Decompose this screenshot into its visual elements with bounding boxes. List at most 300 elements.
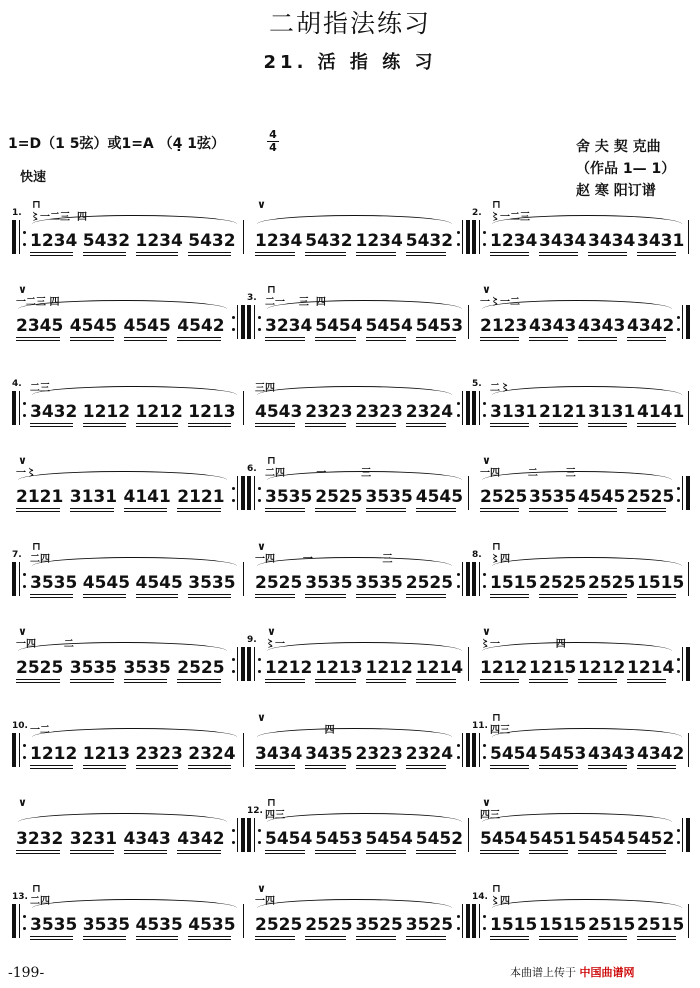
note-group: 3535: [305, 573, 353, 593]
repeat-dot: [677, 829, 680, 832]
note-group: 4342: [627, 316, 675, 336]
note-group: 2525: [405, 573, 454, 593]
score-row: [0, 882, 700, 952]
repeat-start-thick-bar: [472, 733, 476, 767]
time-signature: [267, 129, 279, 154]
note-group: 1234: [30, 231, 78, 251]
note-group: 1515: [490, 915, 538, 935]
bowing-mark: ⊓: [267, 796, 276, 809]
sixteenth-beam: [578, 340, 617, 341]
fingering-marks: 二四: [30, 896, 50, 907]
sixteenth-beam: [490, 597, 529, 598]
note-group: 2121: [177, 487, 225, 507]
sixteenth-beam: [637, 939, 676, 940]
bowing-mark: ∨: [267, 625, 276, 638]
measure-number: 4.: [12, 379, 22, 389]
note-group: 2323: [355, 402, 403, 422]
composer: 舍 夫 契 克曲: [576, 139, 661, 155]
tempo-marking: 快速: [20, 170, 47, 185]
note-group: 4535: [135, 915, 183, 935]
note-group: 1515: [490, 573, 538, 593]
note-group: 4545: [415, 487, 464, 507]
note-group: 3434: [539, 231, 587, 251]
note-group: 4342: [637, 744, 685, 764]
note-group: 5452: [627, 829, 675, 849]
repeat-dot: [677, 499, 680, 502]
note-group: 3535: [529, 487, 577, 507]
score-row: [0, 796, 700, 866]
eighth-beam: [578, 679, 617, 680]
repeat-end-thin-bar: [682, 647, 683, 681]
slur-arc: [482, 813, 672, 824]
note-group: 2323: [135, 744, 183, 764]
bowing-mark: ⊓: [492, 198, 501, 211]
page-title: 二胡指法练习: [268, 9, 431, 38]
sixteenth-beam: [529, 682, 568, 683]
sixteenth-beam: [637, 768, 676, 769]
sixteenth-beam: [539, 426, 578, 427]
sixteenth-beam: [627, 853, 666, 854]
bowing-mark: ∨: [257, 882, 266, 895]
repeat-dot: [677, 670, 680, 673]
note-group: 2525: [255, 573, 303, 593]
note-group: 3525: [355, 915, 403, 935]
sixteenth-beam: [490, 255, 529, 256]
sixteenth-beam: [480, 511, 519, 512]
note-group: 5454: [578, 829, 626, 849]
note-group: 1212: [135, 402, 183, 422]
work-number: （作品 1— 1）: [576, 161, 676, 177]
fingering-marks: 〻一二三: [490, 212, 530, 223]
bowing-mark: ∨: [482, 454, 491, 467]
sixteenth-beam: [539, 255, 578, 256]
note-group: 1515: [637, 573, 685, 593]
slur-arc: [492, 899, 682, 910]
note-group: 3535: [265, 487, 313, 507]
fingering-marks: 二〻: [490, 383, 510, 394]
eighth-beam: [637, 423, 676, 424]
score-row: [0, 369, 700, 439]
score-segment: [0, 198, 700, 268]
note-group: 2123: [480, 316, 528, 336]
sixteenth-beam: [588, 426, 627, 427]
bowing-mark: ∨: [257, 711, 266, 724]
note-group: 5454: [365, 829, 413, 849]
repeat-dot: [677, 841, 680, 844]
note-group: 1212: [365, 658, 413, 678]
bar-line: [688, 220, 689, 254]
note-group: 2324: [405, 402, 454, 422]
note-group: 3131: [490, 402, 538, 422]
credits-block: [576, 136, 675, 202]
score-segment: [0, 882, 700, 952]
bowing-mark: ⊓: [267, 283, 276, 296]
bowing-mark: ∨: [482, 796, 491, 809]
repeat-end-thick-bar: [686, 305, 690, 339]
time-signature-bottom: 4: [269, 141, 277, 154]
measure-number: 14.: [472, 892, 488, 902]
fingering-marks: 二四: [30, 554, 50, 565]
bowing-mark: ∨: [18, 625, 27, 638]
note-group: 5432: [188, 231, 236, 251]
eighth-beam: [529, 679, 568, 680]
sixteenth-beam: [578, 511, 617, 512]
measure-number: 9.: [247, 635, 257, 645]
note-group: 3535: [365, 487, 413, 507]
note-group: 1212: [578, 658, 626, 678]
eighth-beam: [578, 508, 617, 509]
note-group: 1213: [188, 402, 236, 422]
fingering-marks: 〻一二三 四: [30, 212, 87, 223]
slur-arc: [492, 386, 682, 397]
eighth-beam: [539, 594, 578, 595]
fingering-marks: 三四: [255, 383, 275, 394]
note-group: 4545: [123, 316, 171, 336]
sixteenth-beam: [637, 255, 676, 256]
note-group: 3535: [82, 915, 131, 935]
repeat-dot: [483, 402, 486, 405]
score-row: [0, 625, 700, 695]
repeat-dot: [677, 487, 680, 490]
bowing-mark: ⊓: [32, 540, 41, 553]
fingering-marks: 一四 一 三: [255, 554, 393, 565]
note-group: 2121: [539, 402, 587, 422]
fingering-marks: 二一 三 四: [265, 297, 326, 308]
note-group: 1234: [490, 231, 538, 251]
fingering-marks: 四三: [480, 810, 500, 821]
bowing-mark: ⊓: [32, 198, 41, 211]
score-row: [0, 283, 700, 353]
note-group: 4545: [135, 573, 183, 593]
note-group: 2515: [637, 915, 685, 935]
sixteenth-beam: [529, 340, 568, 341]
measure-number: 2.: [472, 208, 482, 218]
note-group: 1234: [255, 231, 303, 251]
fingering-marks: 二三: [30, 383, 50, 394]
note-group: 5454: [490, 744, 538, 764]
note-group: 3525: [405, 915, 454, 935]
bar-line: [688, 733, 689, 767]
eighth-beam: [637, 765, 676, 766]
repeat-dot: [483, 231, 486, 234]
fingering-marks: 〻一: [265, 639, 285, 650]
sixteenth-beam: [588, 768, 627, 769]
note-group: 5432: [405, 231, 454, 251]
key-signature: 1=D（1 5弦）或1=A （4̣ 1弦）: [8, 136, 225, 152]
repeat-end-thin-bar: [682, 818, 683, 852]
eighth-beam: [588, 423, 627, 424]
fingering-marks: 四三: [490, 725, 510, 736]
bar-line: [688, 391, 689, 425]
repeat-dot: [677, 658, 680, 661]
repeat-dot: [483, 915, 486, 918]
sixteenth-beam: [588, 255, 627, 256]
note-group: 2323: [355, 744, 403, 764]
note-group: 2525: [539, 573, 587, 593]
note-group: 3535: [188, 573, 236, 593]
fingering-marks: 一四: [255, 896, 275, 907]
note-group: 2525: [480, 487, 528, 507]
note-group: 2525: [315, 487, 363, 507]
note-group: 5432: [305, 231, 353, 251]
note-group: 3231: [69, 829, 118, 849]
slur-arc: [492, 215, 682, 226]
bowing-mark: ∨: [257, 540, 266, 553]
repeat-dot: [483, 243, 486, 246]
note-group: 3434: [255, 744, 303, 764]
note-group: 4342: [177, 829, 225, 849]
eighth-beam: [529, 508, 568, 509]
eighth-beam: [578, 850, 617, 851]
eighth-beam: [490, 423, 529, 424]
eighth-beam: [627, 850, 666, 851]
note-group: 2345: [16, 316, 64, 336]
eighth-beam: [539, 423, 578, 424]
eighth-beam: [588, 594, 627, 595]
note-group: 3232: [16, 829, 64, 849]
eighth-beam: [480, 679, 519, 680]
upload-note: 本曲谱上传于: [510, 966, 576, 979]
repeat-end-thick-bar: [686, 647, 690, 681]
note-group: 4343: [588, 744, 636, 764]
sixteenth-beam: [578, 682, 617, 683]
eighth-beam: [529, 850, 568, 851]
note-group: 3434: [588, 231, 636, 251]
repeat-start-thin-bar: [479, 562, 480, 596]
score-segment: [0, 283, 700, 353]
footer-note: [510, 964, 635, 980]
score-row: [0, 198, 700, 268]
score-segment: [0, 796, 700, 866]
measure-number: 3.: [247, 293, 257, 303]
fingering-marks: 一二: [30, 725, 50, 736]
note-group: 3432: [30, 402, 78, 422]
repeat-end-thin-bar: [682, 305, 683, 339]
sixteenth-beam: [480, 340, 519, 341]
measure-number: 8.: [472, 550, 482, 560]
fingering-marks: 一四 二 三: [480, 468, 576, 479]
eighth-beam: [637, 936, 676, 937]
repeat-start-thin-bar: [479, 391, 480, 425]
fingering-marks: 一〻: [16, 468, 36, 479]
note-group: 1234: [355, 231, 403, 251]
repeat-end-thick-bar: [686, 818, 690, 852]
fingering-marks: 一二三 四: [16, 297, 60, 308]
note-group: 2525: [16, 658, 64, 678]
repeat-dot: [677, 316, 680, 319]
bowing-mark: ∨: [18, 796, 27, 809]
bowing-mark: ⊓: [267, 454, 276, 467]
repeat-dot: [483, 573, 486, 576]
repeat-start-thin-bar: [479, 220, 480, 254]
note-group: 2525: [255, 915, 303, 935]
score-segment: [0, 540, 700, 610]
repeat-start-thick-bar: [472, 391, 476, 425]
note-group: 3535: [355, 573, 403, 593]
note-group: 3535: [69, 658, 118, 678]
note-group: 3535: [30, 573, 78, 593]
fingering-marks: 一〻一二: [480, 297, 520, 308]
note-group: 5454: [480, 829, 528, 849]
eighth-beam: [490, 594, 529, 595]
note-group: 5454: [365, 316, 413, 336]
measure-number: 1.: [12, 208, 22, 218]
repeat-start-thick-bar: [472, 904, 476, 938]
fingering-marks: 一四 二: [16, 639, 74, 650]
slur-arc: [492, 728, 682, 739]
eighth-beam: [578, 337, 617, 338]
sixteenth-beam: [578, 853, 617, 854]
note-group: 1214: [415, 658, 464, 678]
eighth-beam: [480, 508, 519, 509]
sixteenth-beam: [529, 853, 568, 854]
note-group: 3535: [123, 658, 171, 678]
slur-arc: [482, 300, 672, 311]
bowing-mark: ⊓: [492, 540, 501, 553]
score-row: [0, 454, 700, 524]
note-group: 5453: [315, 829, 363, 849]
note-group: 5432: [82, 231, 131, 251]
note-group: 4543: [255, 402, 303, 422]
fingering-marks: 四: [255, 725, 335, 736]
note-group: 4545: [82, 573, 131, 593]
note-group: 5453: [415, 316, 464, 336]
bowing-mark: ∨: [18, 283, 27, 296]
note-group: 4545: [69, 316, 118, 336]
note-group: 4141: [637, 402, 685, 422]
bar-line: [688, 562, 689, 596]
fingering-marks: 二四 一 三: [265, 468, 372, 479]
eighth-beam: [490, 765, 529, 766]
arranger: 赵 寒 阳订谱: [576, 183, 656, 199]
note-group: 1212: [30, 744, 78, 764]
bowing-mark: ∨: [482, 625, 491, 638]
sixteenth-beam: [588, 597, 627, 598]
bowing-mark: ⊓: [492, 711, 501, 724]
sixteenth-beam: [588, 939, 627, 940]
sixteenth-beam: [490, 768, 529, 769]
repeat-end-thick-bar: [686, 476, 690, 510]
sixteenth-beam: [627, 340, 666, 341]
note-group: 2525: [305, 915, 353, 935]
note-group: 4141: [123, 487, 171, 507]
note-group: 5454: [315, 316, 363, 336]
repeat-start-thin-bar: [479, 733, 480, 767]
eighth-beam: [539, 936, 578, 937]
bowing-mark: ∨: [482, 283, 491, 296]
bowing-mark: ∨: [257, 198, 266, 211]
repeat-dot: [483, 744, 486, 747]
repeat-end-thin-bar: [682, 476, 683, 510]
eighth-beam: [490, 936, 529, 937]
note-group: 4343: [578, 316, 626, 336]
bowing-mark: ⊓: [492, 882, 501, 895]
sixteenth-beam: [627, 511, 666, 512]
repeat-dot: [483, 756, 486, 759]
note-group: 5453: [539, 744, 587, 764]
slur-arc: [482, 471, 672, 482]
sixteenth-beam: [539, 768, 578, 769]
note-group: 4545: [578, 487, 626, 507]
note-group: 1234: [135, 231, 183, 251]
measure-number: 13.: [12, 892, 28, 902]
note-group: 1212: [265, 658, 313, 678]
eighth-beam: [627, 679, 666, 680]
site-brand: 中国曲谱网: [579, 966, 635, 979]
note-group: 5451: [529, 829, 577, 849]
exercise-title: 21. 活 指 练 习: [263, 52, 437, 73]
eighth-beam: [529, 337, 568, 338]
repeat-start-thick-bar: [472, 562, 476, 596]
repeat-dot: [677, 328, 680, 331]
repeat-dot: [483, 414, 486, 417]
note-group: 2525: [588, 573, 636, 593]
repeat-dot: [483, 927, 486, 930]
score-segment: [0, 369, 700, 439]
eighth-beam: [539, 252, 578, 253]
note-group: 4343: [123, 829, 171, 849]
eighth-beam: [588, 252, 627, 253]
note-group: 1213: [315, 658, 363, 678]
note-group: 2323: [305, 402, 353, 422]
note-group: 2121: [16, 487, 64, 507]
note-group: 4535: [188, 915, 236, 935]
note-group: 2525: [627, 487, 675, 507]
eighth-beam: [588, 936, 627, 937]
repeat-start-thin-bar: [479, 904, 480, 938]
note-group: 3535: [30, 915, 78, 935]
fingering-marks: 四三: [265, 810, 285, 821]
eighth-beam: [637, 594, 676, 595]
sixteenth-beam: [480, 853, 519, 854]
bar-line: [688, 904, 689, 938]
repeat-dot: [483, 585, 486, 588]
note-group: 1215: [529, 658, 577, 678]
score-row: [0, 540, 700, 610]
eighth-beam: [480, 850, 519, 851]
score-segment: [0, 454, 700, 524]
note-group: 3131: [588, 402, 636, 422]
sixteenth-beam: [637, 597, 676, 598]
sixteenth-beam: [539, 939, 578, 940]
fingering-marks: 〻四: [490, 896, 510, 907]
sixteenth-beam: [637, 426, 676, 427]
measure-number: 12.: [247, 806, 263, 816]
sixteenth-beam: [539, 597, 578, 598]
slur-arc: [482, 642, 672, 653]
note-group: 2525: [177, 658, 225, 678]
fingering-marks: 〻四: [490, 554, 510, 565]
eighth-beam: [588, 765, 627, 766]
score-row: [0, 711, 700, 781]
sixteenth-beam: [490, 426, 529, 427]
note-group: 1213: [82, 744, 131, 764]
score-segment: [0, 625, 700, 695]
eighth-beam: [637, 252, 676, 253]
note-group: 4542: [177, 316, 225, 336]
note-group: 3234: [265, 316, 313, 336]
note-group: 1212: [82, 402, 131, 422]
slur-arc: [492, 557, 682, 568]
measure-number: 5.: [472, 379, 482, 389]
eighth-beam: [627, 337, 666, 338]
note-group: 1214: [627, 658, 675, 678]
note-group: 1212: [480, 658, 528, 678]
score-segment: [0, 711, 700, 781]
measure-number: 7.: [12, 550, 22, 560]
sixteenth-beam: [490, 939, 529, 940]
note-group: 4343: [529, 316, 577, 336]
